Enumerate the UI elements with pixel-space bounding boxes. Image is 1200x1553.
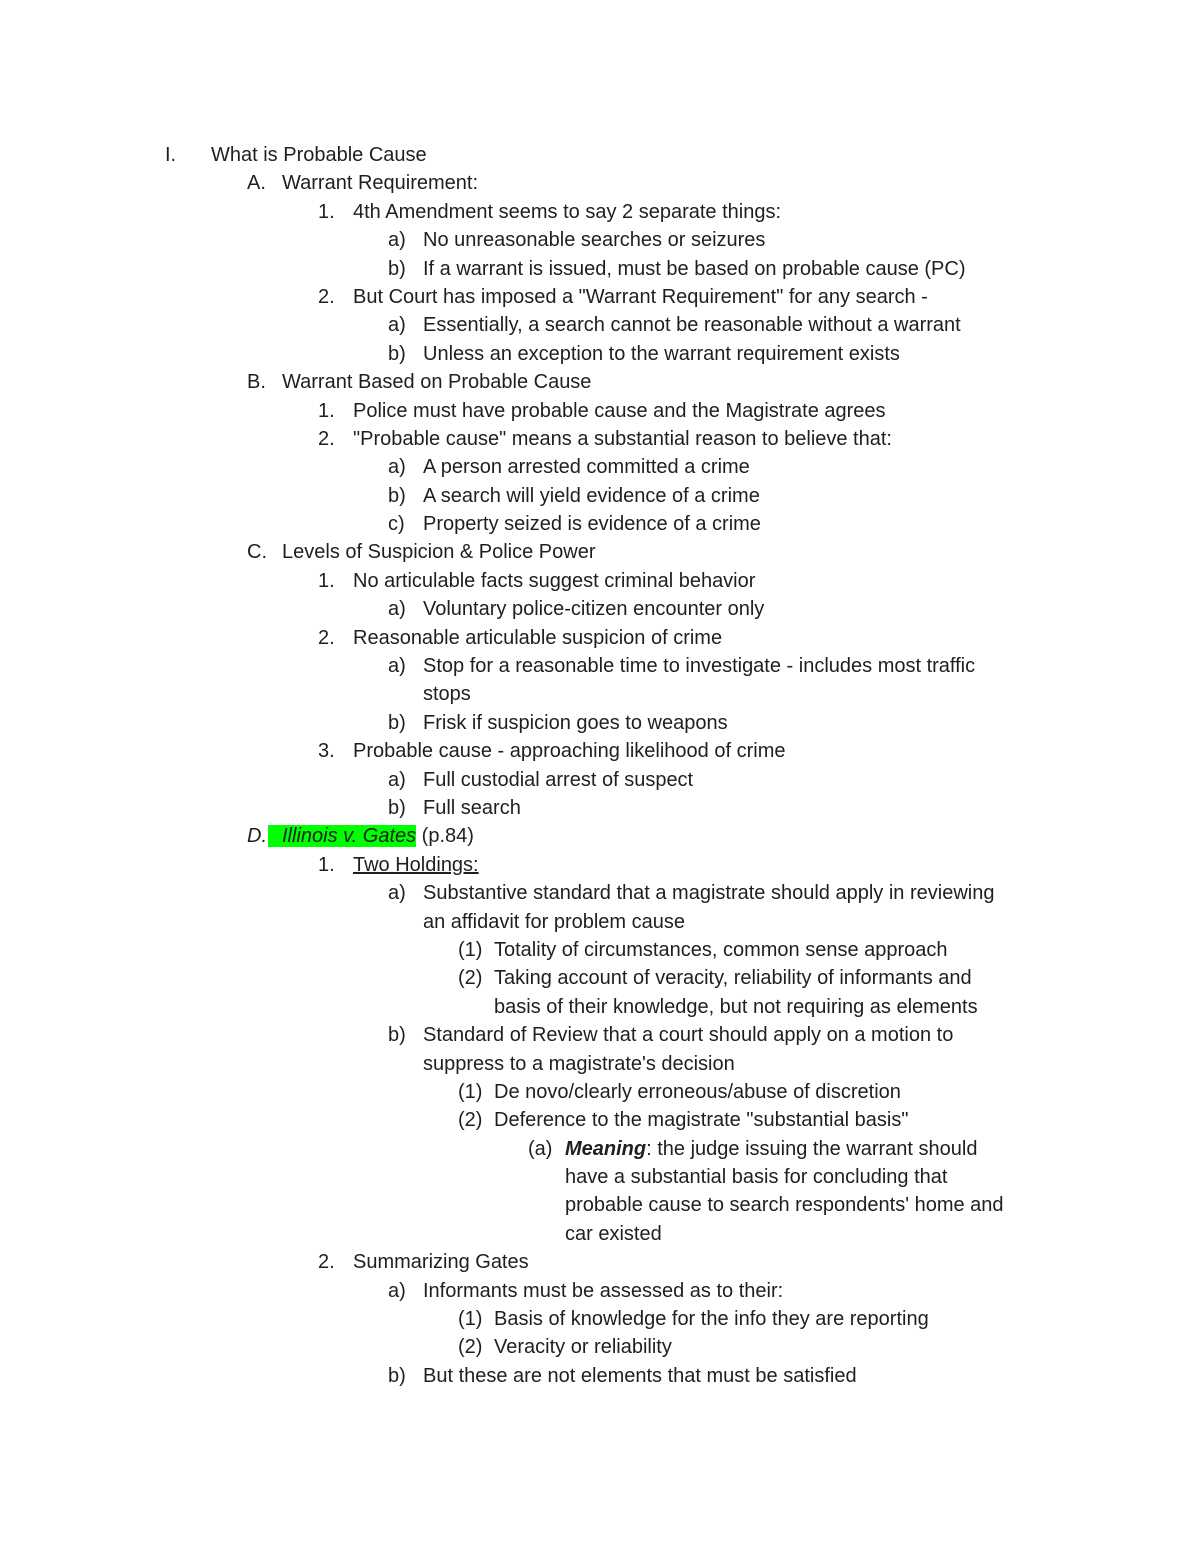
outline-item [0, 1078, 1200, 1106]
list-marker: (2) [458, 1336, 483, 1359]
outline-text: Totality of circumstances, common sense approach [494, 938, 948, 961]
list-marker: 1. [318, 853, 335, 876]
outline-text: But Court has imposed a "Warrant Requirement" for any search - [353, 285, 928, 308]
outline-text: Probable cause - approaching likelihood of crime [353, 740, 786, 763]
list-marker: (1) [458, 1308, 483, 1331]
outline-item [0, 226, 1200, 254]
outline-item [0, 340, 1200, 368]
outline-text: Property seized is evidence of a crime [423, 513, 761, 536]
outline-text: No unreasonable searches or seizures [423, 229, 766, 252]
outline-item-continuation [0, 1191, 1200, 1219]
case-name-highlight: Illinois v. Gates [268, 825, 416, 847]
outline-text: What is Probable Cause [211, 144, 427, 166]
outline-text: Full search [423, 796, 521, 819]
outline-text [282, 822, 474, 850]
outline-text: A search will yield evidence of a crime [423, 484, 760, 507]
outline-item [0, 737, 1200, 765]
outline-text: probable cause to search respondents' home and [565, 1194, 1004, 1217]
list-marker: (a) [528, 1137, 553, 1160]
outline-text: But these are not elements that must be satisfied [423, 1364, 857, 1387]
list-marker: C. [247, 541, 267, 564]
list-marker: I. [165, 144, 177, 166]
list-marker: A. [247, 172, 266, 195]
outline-text: Warrant Requirement: [282, 172, 478, 195]
list-marker: a) [388, 229, 406, 252]
outline-item [0, 595, 1200, 623]
outline-text: Substantive standard that a magistrate should apply in reviewing [423, 882, 995, 905]
list-marker: D. [247, 825, 267, 848]
list-marker: c) [388, 513, 405, 536]
outline-text: Voluntary police-citizen encounter only [423, 598, 765, 621]
outline-item [0, 510, 1200, 538]
list-marker: B. [247, 371, 266, 394]
outline-item [0, 936, 1200, 964]
outline-item [0, 1106, 1200, 1134]
outline-item [0, 1021, 1200, 1049]
outline-text: Basis of knowledge for the info they are reporting [494, 1308, 929, 1331]
outline-text: De novo/clearly erroneous/abuse of discretion [494, 1080, 901, 1103]
outline-item-b [0, 368, 1200, 396]
meaning-term: Meaning [565, 1137, 647, 1160]
outline-item [0, 397, 1200, 425]
outline-text: Stop for a reasonable time to investigate - includes most traffic [423, 655, 976, 678]
outline-item [0, 624, 1200, 652]
outline-text: stops [423, 683, 471, 706]
outline-item [0, 1135, 1200, 1163]
outline-item-d [0, 822, 1200, 850]
list-marker: a) [388, 1279, 406, 1302]
outline-heading-i [0, 141, 1200, 169]
list-marker: (1) [458, 938, 483, 961]
outline-item [0, 652, 1200, 680]
case-page-ref: (p.84) [416, 825, 474, 848]
outline-item-a [0, 169, 1200, 197]
list-marker: a) [388, 598, 406, 621]
outline-text: Essentially, a search cannot be reasonable without a warrant [423, 314, 961, 337]
outline-item [0, 766, 1200, 794]
outline-text: Summarizing Gates [353, 1251, 529, 1274]
outline-item [0, 1362, 1200, 1390]
outline-item [0, 255, 1200, 283]
outline-text: an affidavit for problem cause [423, 910, 686, 933]
outline-item [0, 482, 1200, 510]
outline-text: suppress to a magistrate's decision [423, 1052, 735, 1075]
outline-text: "Probable cause" means a substantial reason to believe that: [353, 427, 892, 450]
list-marker: a) [388, 768, 406, 791]
outline-item [0, 567, 1200, 595]
list-marker: 2. [318, 1251, 335, 1274]
outline-item [0, 1333, 1200, 1361]
list-marker: b) [388, 342, 406, 365]
outline-item [0, 198, 1200, 226]
list-marker: 2. [318, 626, 335, 649]
outline-item-c [0, 538, 1200, 566]
outline-item [0, 1248, 1200, 1276]
list-marker: 2. [318, 285, 335, 308]
list-marker: b) [388, 1364, 406, 1387]
outline-text: Frisk if suspicion goes to weapons [423, 711, 728, 734]
outline-item-continuation [0, 993, 1200, 1021]
outline-text: If a warrant is issued, must be based on probable cause (PC) [423, 257, 966, 280]
outline-item [0, 964, 1200, 992]
outline-text: Informants must be assessed as to their: [423, 1279, 784, 1302]
outline-text: No articulable facts suggest criminal behavior [353, 569, 756, 592]
list-marker: b) [388, 796, 406, 819]
outline-item [0, 453, 1200, 481]
outline-text: Unless an exception to the warrant requirement exists [423, 342, 900, 365]
outline-item-continuation [0, 1050, 1200, 1078]
outline-item [0, 851, 1200, 879]
outline-text: Warrant Based on Probable Cause [282, 371, 592, 394]
outline-item [0, 1277, 1200, 1305]
list-marker: (2) [458, 1109, 483, 1132]
outline-text [565, 1135, 977, 1163]
list-marker: a) [388, 882, 406, 905]
outline-text: Levels of Suspicion & Police Power [282, 541, 596, 564]
outline-item-continuation [0, 908, 1200, 936]
list-marker: (2) [458, 967, 483, 990]
outline-item-continuation [0, 1163, 1200, 1191]
list-marker: 1. [318, 399, 335, 422]
outline-text: car existed [565, 1222, 662, 1245]
list-marker: 3. [318, 740, 335, 763]
outline-item [0, 794, 1200, 822]
list-marker: a) [388, 314, 406, 337]
outline-text: Taking account of veracity, reliability of informants and [494, 967, 972, 990]
outline-text: A person arrested committed a crime [423, 456, 750, 479]
list-marker: b) [388, 257, 406, 280]
outline-item [0, 879, 1200, 907]
outline-text: basis of their knowledge, but not requiring as elements [494, 995, 978, 1018]
outline-text: Full custodial arrest of suspect [423, 768, 694, 791]
outline-item [0, 709, 1200, 737]
outline-text: 4th Amendment seems to say 2 separate things: [353, 200, 782, 223]
list-marker: 1. [318, 200, 335, 223]
list-marker: 1. [318, 569, 335, 592]
outline-item-continuation [0, 680, 1200, 708]
list-marker: (1) [458, 1080, 483, 1103]
outline-text: Veracity or reliability [494, 1336, 672, 1359]
outline-item-continuation [0, 1220, 1200, 1248]
outline-text: Reasonable articulable suspicion of crime [353, 626, 723, 649]
outline-text: Standard of Review that a court should apply on a motion to [423, 1024, 954, 1047]
outline-text: have a substantial basis for concluding that [565, 1166, 948, 1189]
list-marker: b) [388, 711, 406, 734]
outline-item [0, 425, 1200, 453]
outline-item [0, 311, 1200, 339]
list-marker: b) [388, 484, 406, 507]
list-marker: a) [388, 456, 406, 479]
list-marker: a) [388, 655, 406, 678]
outline-text: Two Holdings: [353, 853, 479, 876]
meaning-definition: : the judge issuing the warrant should [646, 1137, 978, 1160]
outline-text: Police must have probable cause and the Magistrate agrees [353, 399, 886, 422]
outline [0, 141, 1200, 1390]
list-marker: b) [388, 1024, 406, 1047]
outline-text: Deference to the magistrate "substantial basis" [494, 1109, 909, 1132]
outline-item [0, 1305, 1200, 1333]
outline-item [0, 283, 1200, 311]
list-marker: 2. [318, 427, 335, 450]
